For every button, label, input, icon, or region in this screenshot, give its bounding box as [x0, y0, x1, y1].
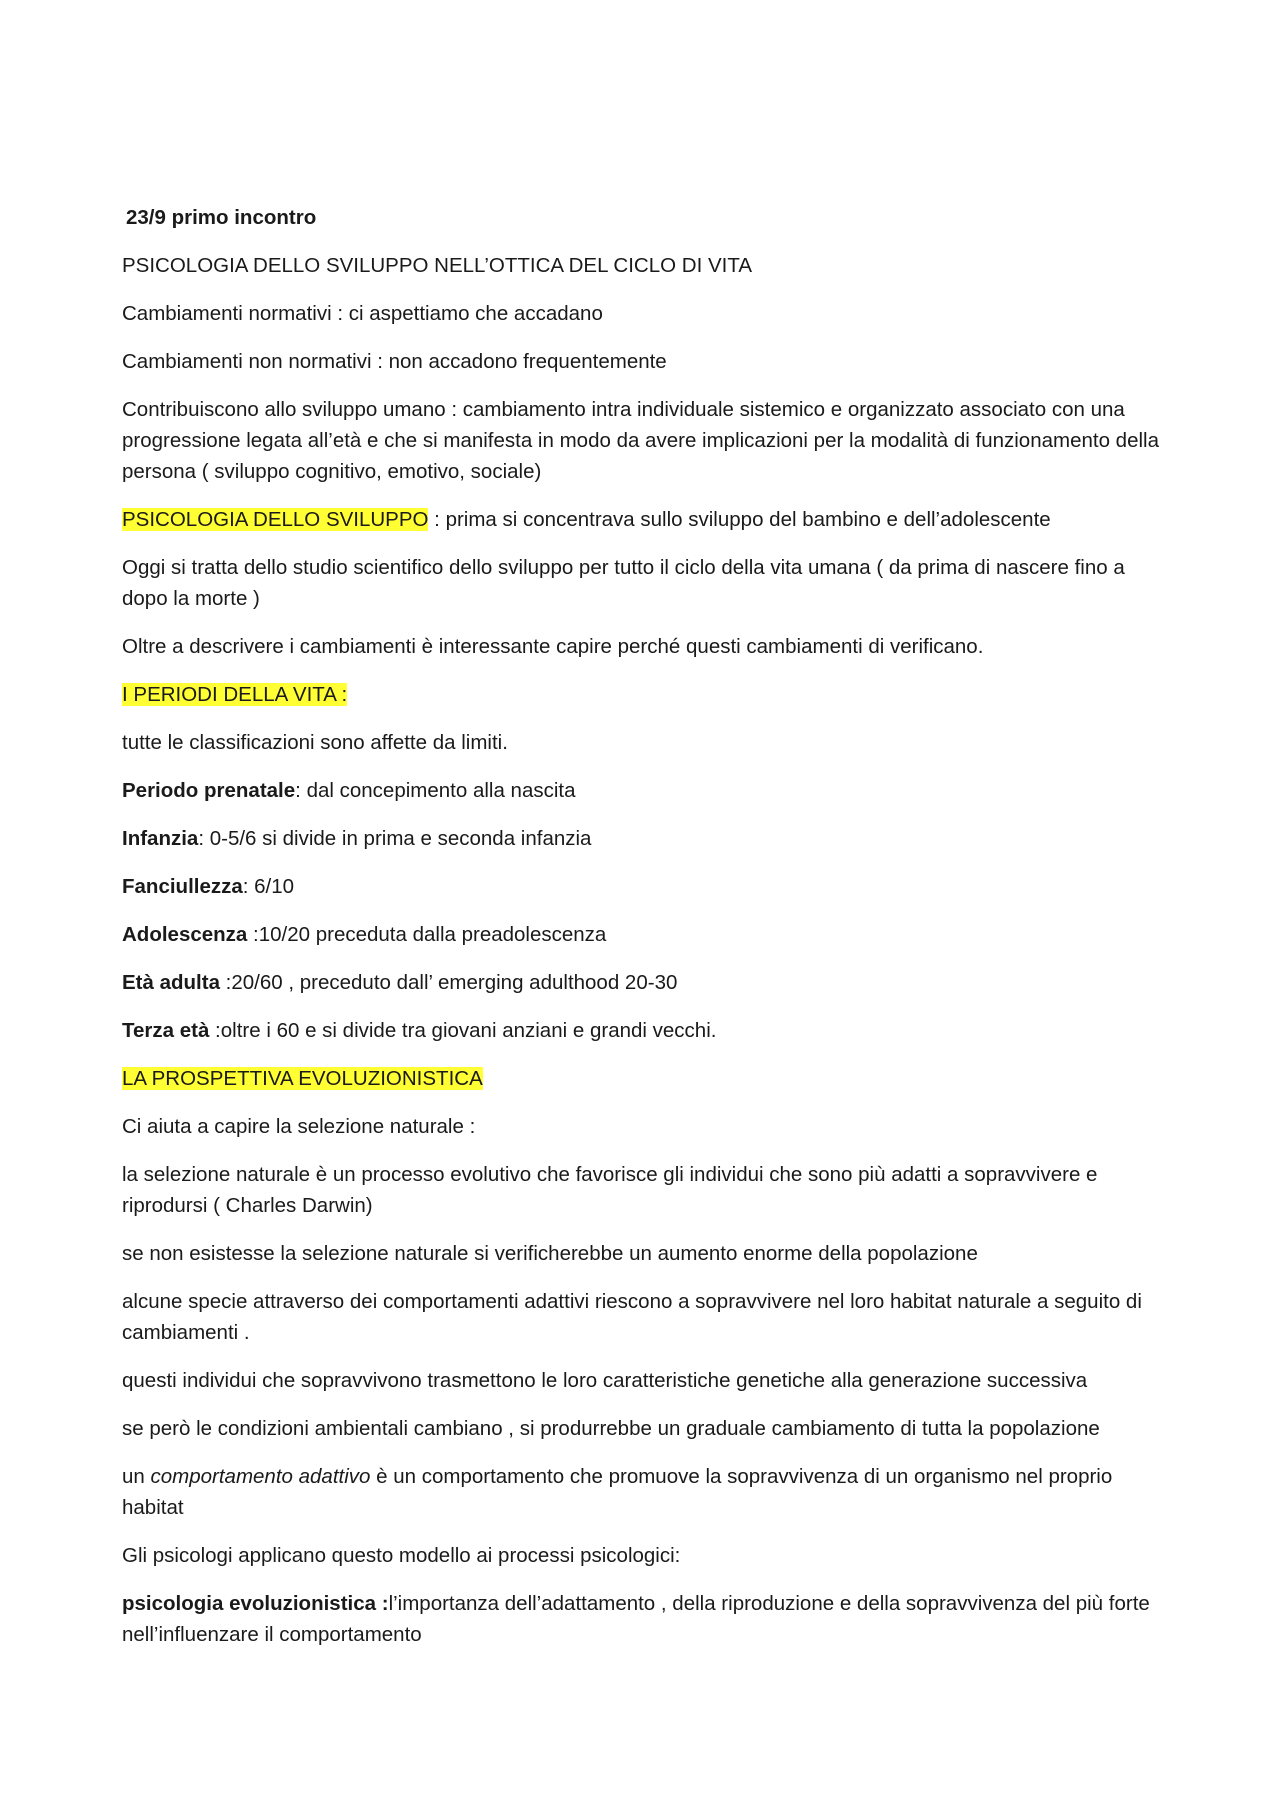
- paragraph-text: :10/20 preceduta dalla preadolescenza: [247, 923, 607, 946]
- paragraph: [122, 679, 1160, 710]
- paragraph-text: Oltre a descrivere i cambiamenti è interessante capire perché questi cambiamenti di verificano.: [122, 635, 984, 658]
- bold-term: Periodo prenatale: [122, 779, 296, 802]
- paragraph-text: se però le condizioni ambientali cambiano , si produrrebbe un graduale cambiamento di tutta la popolazione: [122, 1417, 1100, 1440]
- paragraph: [122, 504, 1160, 535]
- paragraph: [122, 552, 1160, 614]
- paragraph: [122, 298, 1160, 329]
- highlighted-heading: PSICOLOGIA DELLO SVILUPPO: [122, 508, 429, 531]
- bold-term: Età adulta: [122, 971, 220, 994]
- paragraph: [122, 823, 1160, 854]
- document-body: [122, 250, 1160, 1650]
- paragraph-text: se non esistesse la selezione naturale si verificherebbe un aumento enorme della popolazione: [122, 1242, 978, 1265]
- paragraph: [122, 1461, 1160, 1523]
- paragraph: [122, 1238, 1160, 1269]
- paragraph: [122, 1588, 1160, 1650]
- paragraph: [122, 1413, 1160, 1444]
- highlighted-heading: LA PROSPETTIVA EVOLUZIONISTICA: [122, 1067, 483, 1090]
- paragraph-text: la selezione naturale è un processo evolutivo che favorisce gli individui che sono più adatti a sopravvivere e riprodursi ( Charles Darwin): [122, 1163, 1098, 1217]
- paragraph: [122, 631, 1160, 662]
- paragraph-text: : prima si concentrava sullo sviluppo del bambino e dell’adolescente: [428, 508, 1051, 531]
- bold-term: Infanzia: [122, 827, 199, 850]
- paragraph-text: Cambiamenti non normativi : non accadono frequentemente: [122, 350, 667, 373]
- paragraph: [122, 250, 1160, 281]
- paragraph-text: Contribuiscono allo sviluppo umano : cambiamento intra individuale sistemico e organizzato associato con una progressione legata all’età e che si manifesta in modo da avere implicazioni per la modalità di funzionamento della persona ( sviluppo cognitivo, emotivo, sociale): [122, 398, 1159, 483]
- paragraph-text: l’importanza dell’adattamento , della riproduzione e della sopravvivenza del più forte nell’influenzare il comportamento: [122, 1592, 1150, 1646]
- paragraph-text: un: [122, 1465, 151, 1488]
- paragraph: [122, 346, 1160, 377]
- paragraph: [122, 1063, 1160, 1094]
- paragraph: [122, 1286, 1160, 1348]
- paragraph-text: Cambiamenti normativi : ci aspettiamo che accadano: [122, 302, 603, 325]
- paragraph: [122, 1365, 1160, 1396]
- paragraph-text: questi individui che sopravvivono trasmettono le loro caratteristiche genetiche alla generazione successiva: [122, 1369, 1088, 1392]
- paragraph-text: : 6/10: [242, 875, 295, 898]
- paragraph: [122, 1159, 1160, 1221]
- paragraph-text: tutte le classificazioni sono affette da limiti.: [122, 731, 508, 754]
- paragraph-text: : 0-5/6 si divide in prima e seconda infanzia: [198, 827, 592, 850]
- bold-term: Terza età: [122, 1019, 210, 1042]
- paragraph-text: :20/60 , preceduto dall’ emerging adulthood 20-30: [219, 971, 678, 994]
- bold-term: Adolescenza: [122, 923, 248, 946]
- italic-term: comportamento adattivo: [150, 1465, 371, 1488]
- paragraph-text: Gli psicologi applicano questo modello ai processi psicologici:: [122, 1544, 681, 1567]
- paragraph-text: Ci aiuta a capire la selezione naturale :: [122, 1115, 476, 1138]
- paragraph-text: alcune specie attraverso dei comportamenti adattivi riescono a sopravvivere nel loro habitat naturale a seguito di cambiamenti .: [122, 1290, 1142, 1344]
- paragraph: [122, 1015, 1160, 1046]
- paragraph: [122, 1540, 1160, 1571]
- bold-term: Fanciullezza: [122, 875, 243, 898]
- paragraph: [122, 727, 1160, 758]
- highlighted-heading: I PERIODI DELLA VITA :: [122, 683, 348, 706]
- paragraph-text: PSICOLOGIA DELLO SVILUPPO NELL’OTTICA DEL CICLO DI VITA: [122, 254, 753, 277]
- document-title: 23/9 primo incontro: [126, 206, 317, 229]
- paragraph-text: :oltre i 60 e si divide tra giovani anziani e grandi vecchi.: [209, 1019, 717, 1042]
- paragraph-text: è un comportamento che promuove la sopravvivenza di un organismo nel proprio habitat: [122, 1465, 1113, 1519]
- paragraph: [122, 967, 1160, 998]
- paragraph: [122, 871, 1160, 902]
- paragraph: [122, 394, 1160, 487]
- paragraph: [122, 919, 1160, 950]
- paragraph-text: Oggi si tratta dello studio scientifico dello sviluppo per tutto il ciclo della vita umana ( da prima di nascere fino a dopo la morte ): [122, 556, 1125, 610]
- paragraph: [122, 775, 1160, 806]
- paragraph: [122, 1111, 1160, 1142]
- bold-term: psicologia evoluzionistica :: [122, 1592, 389, 1615]
- paragraph-text: : dal concepimento alla nascita: [295, 779, 576, 802]
